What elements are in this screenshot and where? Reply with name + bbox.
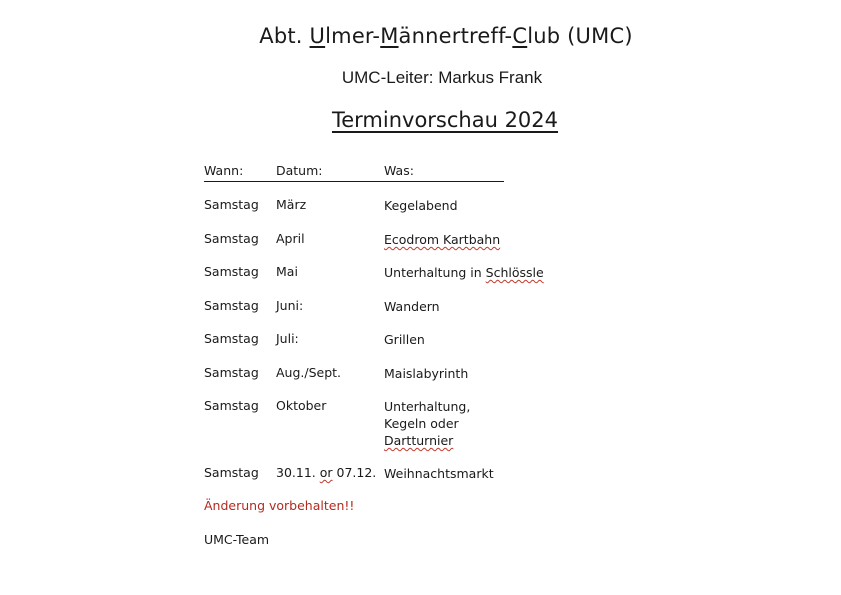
club-title: Abt. Ulmer-Männertreff-Club (UMC): [259, 24, 633, 48]
header-when: Wann:: [204, 163, 244, 178]
header-what: Was:: [384, 163, 414, 178]
leader-line: UMC-Leiter: Markus Frank: [341, 68, 543, 87]
table-header: [204, 163, 504, 182]
page-heading: Terminvorschau 2024: [331, 108, 559, 132]
title-letter-c: C: [512, 24, 528, 48]
title-letter-u: U: [309, 24, 326, 48]
change-note: Änderung vorbehalten!!: [204, 498, 355, 513]
team-signature: UMC-Team: [204, 532, 270, 547]
header-date: Datum:: [276, 163, 323, 178]
title-letter-m: M: [380, 24, 399, 48]
